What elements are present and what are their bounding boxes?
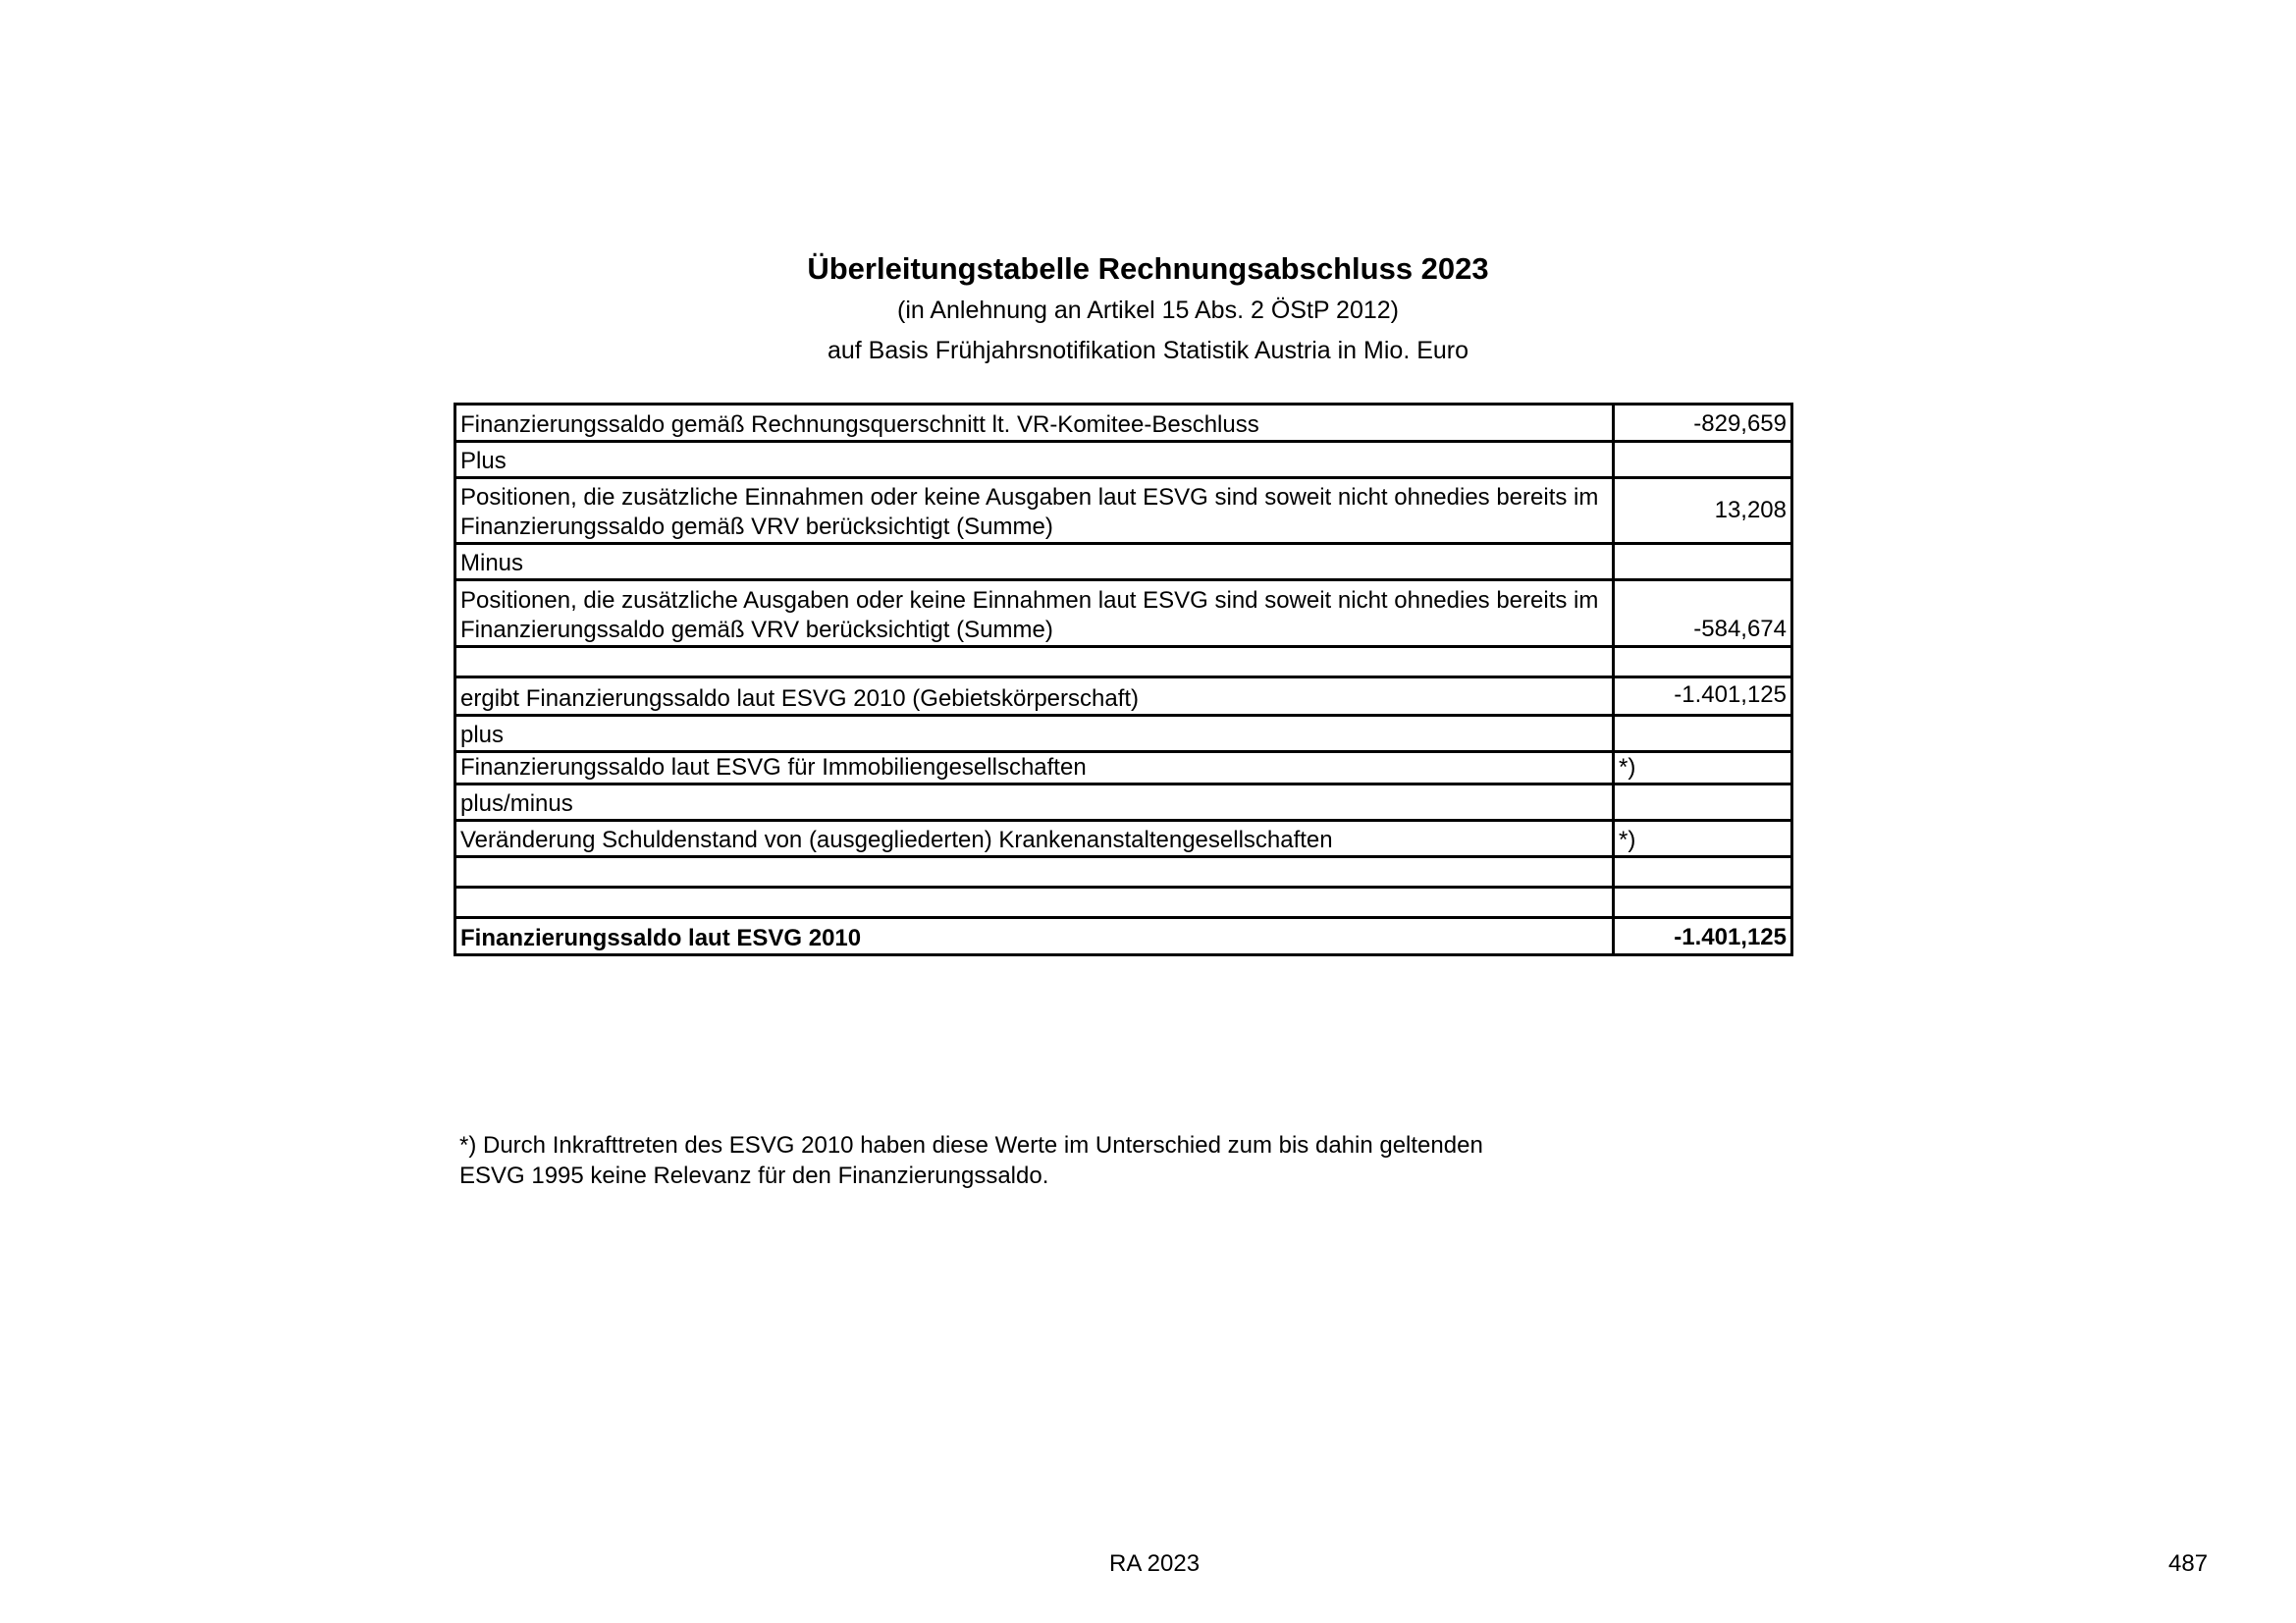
row-value (1614, 647, 1792, 677)
row-value (1614, 442, 1792, 478)
row-value (1614, 857, 1792, 888)
footnote-line: ESVG 1995 keine Relevanz für den Finanzierungssaldo. (459, 1163, 1049, 1189)
row-label: ergibt Finanzierungssaldo laut ESVG 2010 (Gebietskörperschaft) (455, 677, 1614, 716)
table-row (455, 752, 1792, 784)
row-value (1614, 544, 1792, 580)
total-value: -1.401,125 (1614, 918, 1792, 955)
subtitle-legal-basis: (in Anlehnung an Artikel 15 Abs. 2 ÖStP 2012) (897, 297, 1399, 324)
table-row-total (455, 918, 1792, 955)
table-row (455, 442, 1792, 478)
row-label (455, 857, 1614, 888)
page-number: 487 (2168, 1550, 2209, 1577)
row-value-footnote-marker: *) (1614, 821, 1792, 857)
row-value (1614, 784, 1792, 821)
row-label (455, 647, 1614, 677)
row-label: Plus (455, 442, 1614, 478)
table-row (455, 405, 1792, 442)
page-title: Überleitungstabelle Rechnungsabschluss 2023 (807, 251, 1489, 286)
table-row (455, 677, 1792, 716)
row-label: plus (455, 716, 1614, 752)
table-row (455, 784, 1792, 821)
row-value: -1.401,125 (1614, 677, 1792, 716)
footer-document-label: RA 2023 (1109, 1550, 1201, 1577)
table-row (455, 716, 1792, 752)
row-label: Finanzierungssaldo gemäß Rechnungsquerschnitt lt. VR-Komitee-Beschluss (455, 405, 1614, 442)
table-row (455, 478, 1792, 544)
row-label: Finanzierungssaldo laut ESVG für Immobiliengesellschaften (455, 752, 1614, 784)
row-label: Positionen, die zusätzliche Ausgaben oder keine Einnahmen laut ESVG sind soweit nicht ohnedies bereits im Finanzierungssaldo gemäß VRV berücksichtigt (Summe) (455, 580, 1614, 647)
table-row (455, 821, 1792, 857)
table-row (455, 857, 1792, 888)
total-label: Finanzierungssaldo laut ESVG 2010 (455, 918, 1614, 955)
row-value-footnote-marker: *) (1614, 752, 1792, 784)
document-header (0, 247, 2296, 371)
row-label: Minus (455, 544, 1614, 580)
reconciliation-table (454, 403, 1793, 956)
table-row (455, 647, 1792, 677)
row-label: Veränderung Schuldenstand von (ausgegliederten) Krankenanstaltengesellschaften (455, 821, 1614, 857)
row-value (1614, 716, 1792, 752)
footnote-line: *) Durch Inkrafttreten des ESVG 2010 haben diese Werte im Unterschied zum bis dahin geltenden (459, 1132, 1483, 1159)
footnote (459, 1130, 1483, 1191)
row-value: 13,208 (1614, 478, 1792, 544)
row-label: Positionen, die zusätzliche Einnahmen oder keine Ausgaben laut ESVG sind soweit nicht ohnedies bereits im Finanzierungssaldo gemäß VRV berücksichtigt (Summe) (455, 478, 1614, 544)
table-row (455, 888, 1792, 918)
row-value: -584,674 (1614, 580, 1792, 647)
table-row (455, 544, 1792, 580)
row-label: plus/minus (455, 784, 1614, 821)
row-label (455, 888, 1614, 918)
row-value (1614, 888, 1792, 918)
subtitle-data-source: auf Basis Frühjahrsnotifikation Statistik Austria in Mio. Euro (827, 337, 1469, 364)
table-row (455, 580, 1792, 647)
row-value: -829,659 (1614, 405, 1792, 442)
